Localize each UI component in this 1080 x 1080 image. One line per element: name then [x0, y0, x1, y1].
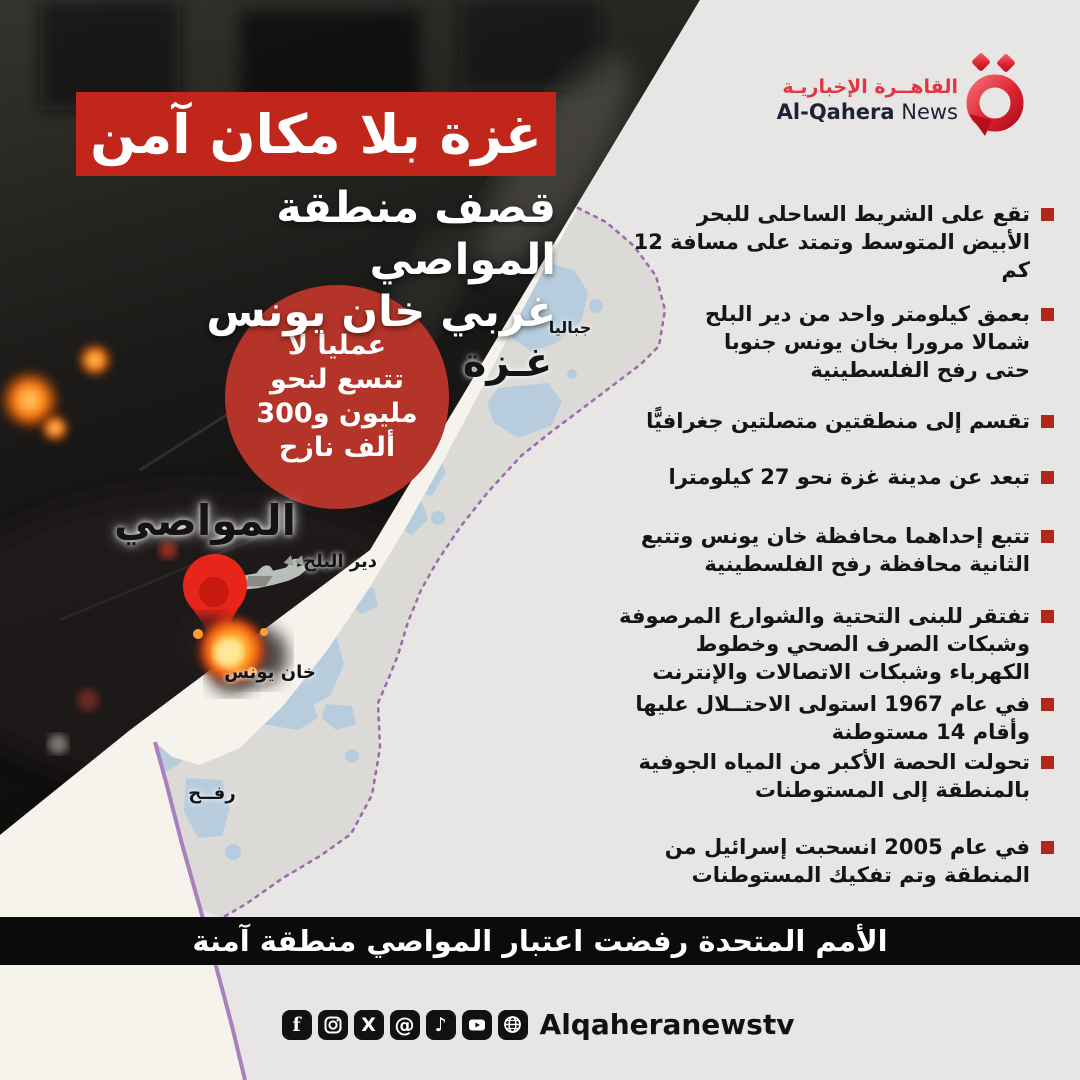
stat-line3: مليون و300 [256, 398, 418, 429]
brand-name-arabic: القاهــرة الإخباريـة [782, 76, 958, 98]
fact-item [630, 748, 1054, 804]
fact-item [630, 200, 1054, 284]
subtitle [80, 182, 556, 338]
map-label-khan-younis: خان يونس [224, 662, 316, 683]
bottom-banner-text: الأمم المتحدة رفضت اعتبار المواصي منطقة آمنة [192, 924, 888, 958]
bullet-square-icon [1041, 841, 1054, 854]
headline-text: غزة بلا مكان آمن [90, 102, 542, 166]
youtube-icon[interactable] [462, 1010, 492, 1040]
bullet-square-icon [1041, 756, 1054, 769]
fact-item [704, 300, 1054, 384]
bullet-square-icon [1041, 308, 1054, 321]
map-label-gaza: غـزة [462, 340, 553, 386]
tiktok-icon[interactable]: ♪ [426, 1010, 456, 1040]
bullet-square-icon [1041, 530, 1054, 543]
map-label-deir-al-balah: دير البلح [302, 551, 378, 572]
subtitle-line2: غربي خان يونس [206, 287, 556, 337]
fact-item [614, 690, 1054, 746]
bullet-square-icon [1041, 698, 1054, 711]
x-twitter-icon[interactable]: X [354, 1010, 384, 1040]
threads-icon[interactable]: @ [390, 1010, 420, 1040]
fact-text: تفتقر للبنى التحتية والشوارع المرصوفة وشبكات الصرف الصحي وخطوط الكهرباء وشبكات الاتصالات والإنترنت [619, 604, 1030, 684]
fact-text: تقسم إلى منطقتين متصلتين جغرافيًّا [646, 409, 1030, 433]
fact-item [614, 602, 1054, 686]
website-globe-icon[interactable] [498, 1010, 528, 1040]
stat-line2: تتسع لنحو [269, 364, 405, 395]
map-label-jabalia: جباليا [548, 318, 592, 337]
headline-banner [76, 92, 556, 176]
fact-text: في عام 1967 استولى الاحتــلال عليها وأقام 14 مستوطنة [635, 692, 1030, 744]
instagram-icon[interactable] [318, 1010, 348, 1040]
stat-line4: ألف نازح [278, 432, 396, 463]
bullet-square-icon [1041, 610, 1054, 623]
brand-name-english-bold: Al-Qahera [776, 100, 895, 124]
subtitle-line1: قصف منطقة المواصي [276, 183, 556, 285]
fact-text: بعمق كيلومتر واحد من دير البلح شمالا مرورا بخان يونس جنوبا حتى رفح الفلسطينية [705, 302, 1030, 382]
fact-item [630, 522, 1054, 578]
map-label-rafah: رفــح [188, 783, 236, 804]
fact-text: تتبع إحداهما محافظة خان يونس وتتبع الثانية محافظة رفح الفلسطينية [640, 524, 1030, 576]
fact-text: تبعد عن مدينة غزة نحو 27 كيلومترا [668, 465, 1030, 489]
social-handle: Alqaheranewstv [539, 1008, 795, 1041]
brand-logo-icon [969, 52, 1017, 136]
fact-item [630, 833, 1054, 889]
bottom-banner [0, 917, 1080, 965]
map-label-al-mawasi: المواصي [113, 496, 296, 545]
facebook-icon[interactable]: f [282, 1010, 312, 1040]
brand-name-english-rest: News [894, 100, 958, 124]
fact-text: تحولت الحصة الأكبر من المياه الجوفية بالمنطقة إلى المستوطنات [638, 750, 1030, 802]
brand-name-english [777, 100, 958, 124]
fact-text: في عام 2005 انسحبت إسرائيل من المنطقة وتم تفكيك المستوطنات [664, 835, 1030, 887]
fact-item [630, 463, 1054, 491]
fact-text: تقع على الشريط الساحلى للبحر الأبيض المتوسط وتمتد على مسافة 12 كم [633, 202, 1030, 282]
bullet-square-icon [1041, 471, 1054, 484]
bullet-square-icon [1041, 208, 1054, 221]
stat-line1: عمليا لا [287, 330, 387, 361]
fact-item [630, 407, 1054, 435]
bullet-square-icon [1041, 415, 1054, 428]
footer-social-row [0, 1008, 1080, 1041]
